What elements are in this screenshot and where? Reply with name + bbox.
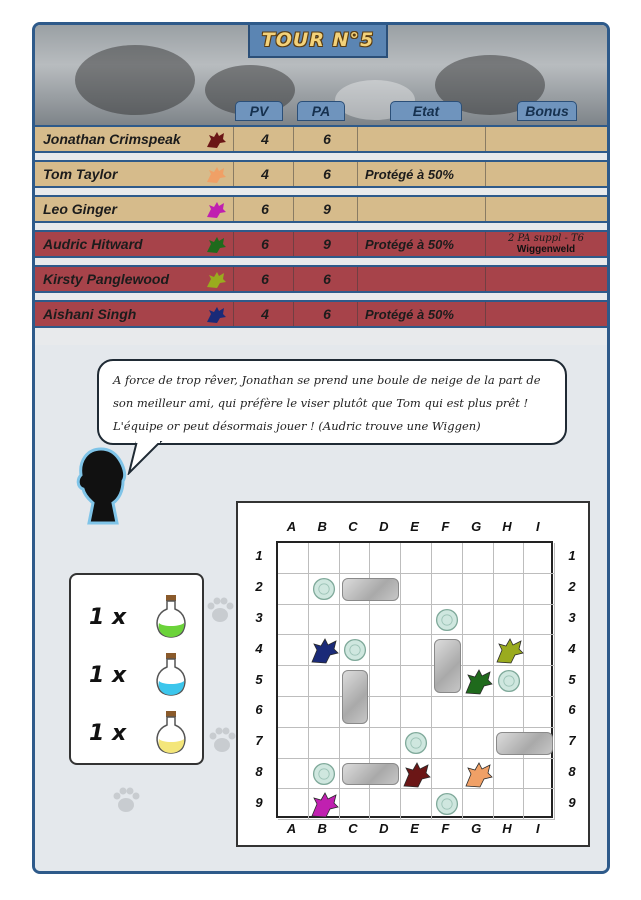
player-token-shape [207,132,226,148]
player-row [35,265,607,293]
board-cell[interactable] [432,543,463,574]
paw-print-icon [205,595,235,625]
board-cell[interactable] [340,605,371,636]
column-coordinate: B [317,821,327,836]
player-piece-icon[interactable] [309,789,339,819]
board-cell[interactable] [278,635,309,666]
narrator-silhouette-icon [73,445,129,527]
inventory-count: 1 x [89,605,127,630]
board-cell[interactable] [309,697,340,728]
board-cell[interactable] [494,789,525,820]
column-coordinate: I [535,821,540,836]
player-token-shape [207,272,226,288]
board-cell[interactable] [401,789,432,820]
player-status [365,197,485,221]
rock-obstacle [342,763,400,786]
column-coordinate: I [535,519,540,534]
board-cell[interactable] [524,789,555,820]
player-piece-icon[interactable] [494,635,524,665]
board-cell[interactable] [524,543,555,574]
rock-obstacle [342,670,369,724]
snowball-icon[interactable] [403,730,429,756]
narration-text: A force de trop rêver, Jonathan se prend une boule de neige de la part de son meilleur ami, qui préfère le viser plutôt que Tom qui est plus prêt ! L'équipe or peut désormais jouer ! (Audric trouve une Wiggen) [113,373,541,433]
row-coordinate: 7 [568,733,576,749]
column-coordinate: C [348,821,358,836]
board-cell[interactable] [463,543,494,574]
rock-obstacle [496,732,554,755]
column-divider [293,162,294,186]
row-coordinate: 3 [568,610,576,625]
column-coordinate: G [471,821,482,836]
player-pa: 6 [323,131,331,147]
player-pa: 9 [323,201,331,217]
board-cell[interactable] [278,605,309,636]
player-token-icon [205,199,227,219]
board-cell[interactable] [524,635,555,666]
inventory-count: 1 x [89,721,127,746]
column-coordinate: E [410,821,419,836]
board-cell[interactable] [432,574,463,605]
rock-obstacle [342,578,400,601]
player-pv: 6 [261,236,269,252]
blue-potion-icon [151,651,191,699]
column-coordinate: F [441,519,450,534]
board-cell[interactable] [278,543,309,574]
column-divider [485,197,486,221]
column-divider [357,267,358,291]
column-coordinate: D [379,519,389,534]
board-cell[interactable] [278,728,309,759]
column-divider [293,127,294,151]
column-divider [233,197,234,221]
player-row [35,125,607,153]
board-cell[interactable] [278,574,309,605]
column-coordinate: F [441,821,450,836]
player-token-icon [205,164,227,184]
column-divider [357,197,358,221]
column-header-pv: PV [235,101,283,121]
row-coordinate: 8 [255,764,263,779]
bonus-item-name: Wiggenweld [516,244,576,255]
player-name: Leo Ginger [43,201,117,217]
snowball-icon[interactable] [434,791,460,817]
board-cell[interactable] [370,728,401,759]
board-cell[interactable] [463,697,494,728]
player-pv: 6 [261,271,269,287]
board-cell[interactable] [494,574,525,605]
board-cell[interactable] [278,697,309,728]
board-cell[interactable] [463,635,494,666]
player-bonus [485,197,607,221]
board-cell[interactable] [278,759,309,790]
player-bonus [485,232,607,256]
board-grid [276,541,553,818]
snowball-icon[interactable] [434,607,460,633]
snowball-icon[interactable] [311,576,337,602]
inventory-count: 1 x [89,663,127,688]
snowball-icon[interactable] [496,668,522,694]
board-cell[interactable] [494,605,525,636]
column-coordinate: A [286,821,297,836]
player-piece-icon[interactable] [309,635,339,665]
board-cell[interactable] [432,759,463,790]
board-cell[interactable] [278,666,309,697]
player-token-icon [205,269,227,289]
column-divider [357,162,358,186]
player-token-shape [207,202,226,218]
column-divider [233,232,234,256]
row-coordinate: 1 [255,548,263,564]
player-pa: 6 [323,271,331,287]
board-cell[interactable] [463,728,494,759]
column-coordinate: A [286,519,297,534]
bonus-detail: 2 PA suppl - T6 [507,233,585,244]
column-header-pa: PA [297,101,345,121]
player-token-icon [205,304,227,324]
row-coordinate: 5 [568,671,576,687]
row-coordinate: 6 [255,702,263,718]
row-coordinate: 9 [568,794,576,810]
board-cell[interactable] [524,666,555,697]
snowball-icon[interactable] [342,637,368,663]
row-coordinate: 2 [568,579,576,595]
yellow-potion-icon [151,709,191,757]
row-coordinate: 2 [255,579,263,595]
row-coordinate: 6 [568,702,576,718]
column-divider [293,267,294,291]
turn-title [248,22,388,58]
player-row [35,230,607,258]
row-coordinate: 8 [568,764,576,779]
player-pa: 9 [323,236,331,252]
player-pa: 6 [323,166,331,182]
player-status: Protégé à 50% [365,166,454,182]
board-cell[interactable] [494,697,525,728]
player-status: Protégé à 50% [365,236,454,252]
inventory-item [71,651,202,701]
player-name: Jonathan Crimspeak [43,131,181,147]
player-piece-icon[interactable] [401,759,431,789]
board-cell[interactable] [370,789,401,820]
row-coordinate: 1 [568,548,576,564]
board-cell[interactable] [524,574,555,605]
column-coordinate: B [317,519,327,534]
board-cell[interactable] [463,789,494,820]
player-token-shape [207,307,226,323]
board-cell[interactable] [370,605,401,636]
player-bonus [485,127,607,151]
player-name: Tom Taylor [43,166,118,182]
game-frame [32,22,610,874]
column-divider [233,302,234,326]
player-row [35,300,607,328]
player-pv: 4 [261,131,269,147]
board-cell[interactable] [309,543,340,574]
board-cell[interactable] [309,666,340,697]
column-divider [233,162,234,186]
board-cell[interactable] [463,574,494,605]
player-status: Protégé à 50% [365,306,454,322]
green-potion-icon [151,593,191,641]
column-divider [233,267,234,291]
column-coordinate: C [348,519,358,534]
column-divider [357,232,358,256]
column-divider [485,162,486,186]
row-coordinate: 3 [255,610,263,625]
board-cell[interactable] [432,697,463,728]
player-token-shape [207,167,226,183]
board-cell[interactable] [463,605,494,636]
column-divider [293,302,294,326]
inventory-item [71,593,202,643]
board-cell[interactable] [432,728,463,759]
row-coordinate: 5 [255,671,263,687]
board-cell[interactable] [524,697,555,728]
inventory-item [71,709,202,759]
row-coordinate: 4 [568,640,576,656]
player-status [365,127,485,151]
board-cell[interactable] [494,759,525,790]
board-cell[interactable] [370,635,401,666]
column-header-bonus: Bonus [517,101,577,121]
board-cell[interactable] [401,574,432,605]
player-token-icon [205,234,227,254]
board-cell[interactable] [401,605,432,636]
bubble-tail [127,441,167,475]
board-cell[interactable] [309,605,340,636]
snowball-icon[interactable] [311,761,337,787]
player-name: Aishani Singh [43,306,137,322]
player-pv: 4 [261,166,269,182]
game-board [236,501,590,847]
board-cell[interactable] [370,666,401,697]
column-coordinate: E [410,519,419,534]
column-divider [485,127,486,151]
paw-print-icon [207,725,237,755]
turn-title-text: TOUR N°5 [261,29,375,51]
player-row [35,195,607,223]
board-cell[interactable] [370,543,401,574]
column-coordinate: D [379,821,389,836]
column-coordinate: G [471,519,482,534]
player-token-shape [207,237,226,253]
board-cell[interactable] [340,543,371,574]
player-status [365,267,485,291]
player-pv: 6 [261,201,269,217]
board-cell[interactable] [401,697,432,728]
player-row [35,160,607,188]
narration-bubble [97,359,567,445]
player-pv: 4 [261,306,269,322]
player-pa: 6 [323,306,331,322]
column-divider [233,127,234,151]
paw-print-icon [111,785,141,815]
board-cell[interactable] [278,789,309,820]
board-cell[interactable] [340,789,371,820]
column-divider [357,302,358,326]
column-coordinate: H [502,821,512,836]
board-cell[interactable] [370,697,401,728]
row-coordinate: 7 [255,733,263,749]
board-cell[interactable] [401,666,432,697]
board-cell[interactable] [309,728,340,759]
column-divider [485,267,486,291]
player-name: Kirsty Panglewood [43,271,170,287]
board-cell[interactable] [401,635,432,666]
column-divider [357,127,358,151]
potion-inventory [69,573,204,765]
board-cell[interactable] [524,605,555,636]
player-piece-icon[interactable] [463,759,493,789]
column-divider [485,232,486,256]
column-divider [293,197,294,221]
player-bonus [485,162,607,186]
column-divider [485,302,486,326]
player-name: Audric Hitward [43,236,143,252]
board-cell[interactable] [524,759,555,790]
board-cell[interactable] [401,543,432,574]
board-cell[interactable] [494,543,525,574]
column-header-etat: Etat [390,101,462,121]
column-divider [293,232,294,256]
player-token-icon [205,129,227,149]
rock-obstacle [434,639,461,693]
player-bonus [485,267,607,291]
player-piece-icon[interactable] [463,666,493,696]
row-coordinate: 4 [255,640,263,656]
board-cell[interactable] [340,728,371,759]
player-bonus [485,302,607,326]
row-coordinate: 9 [255,794,263,810]
column-coordinate: H [502,519,512,534]
